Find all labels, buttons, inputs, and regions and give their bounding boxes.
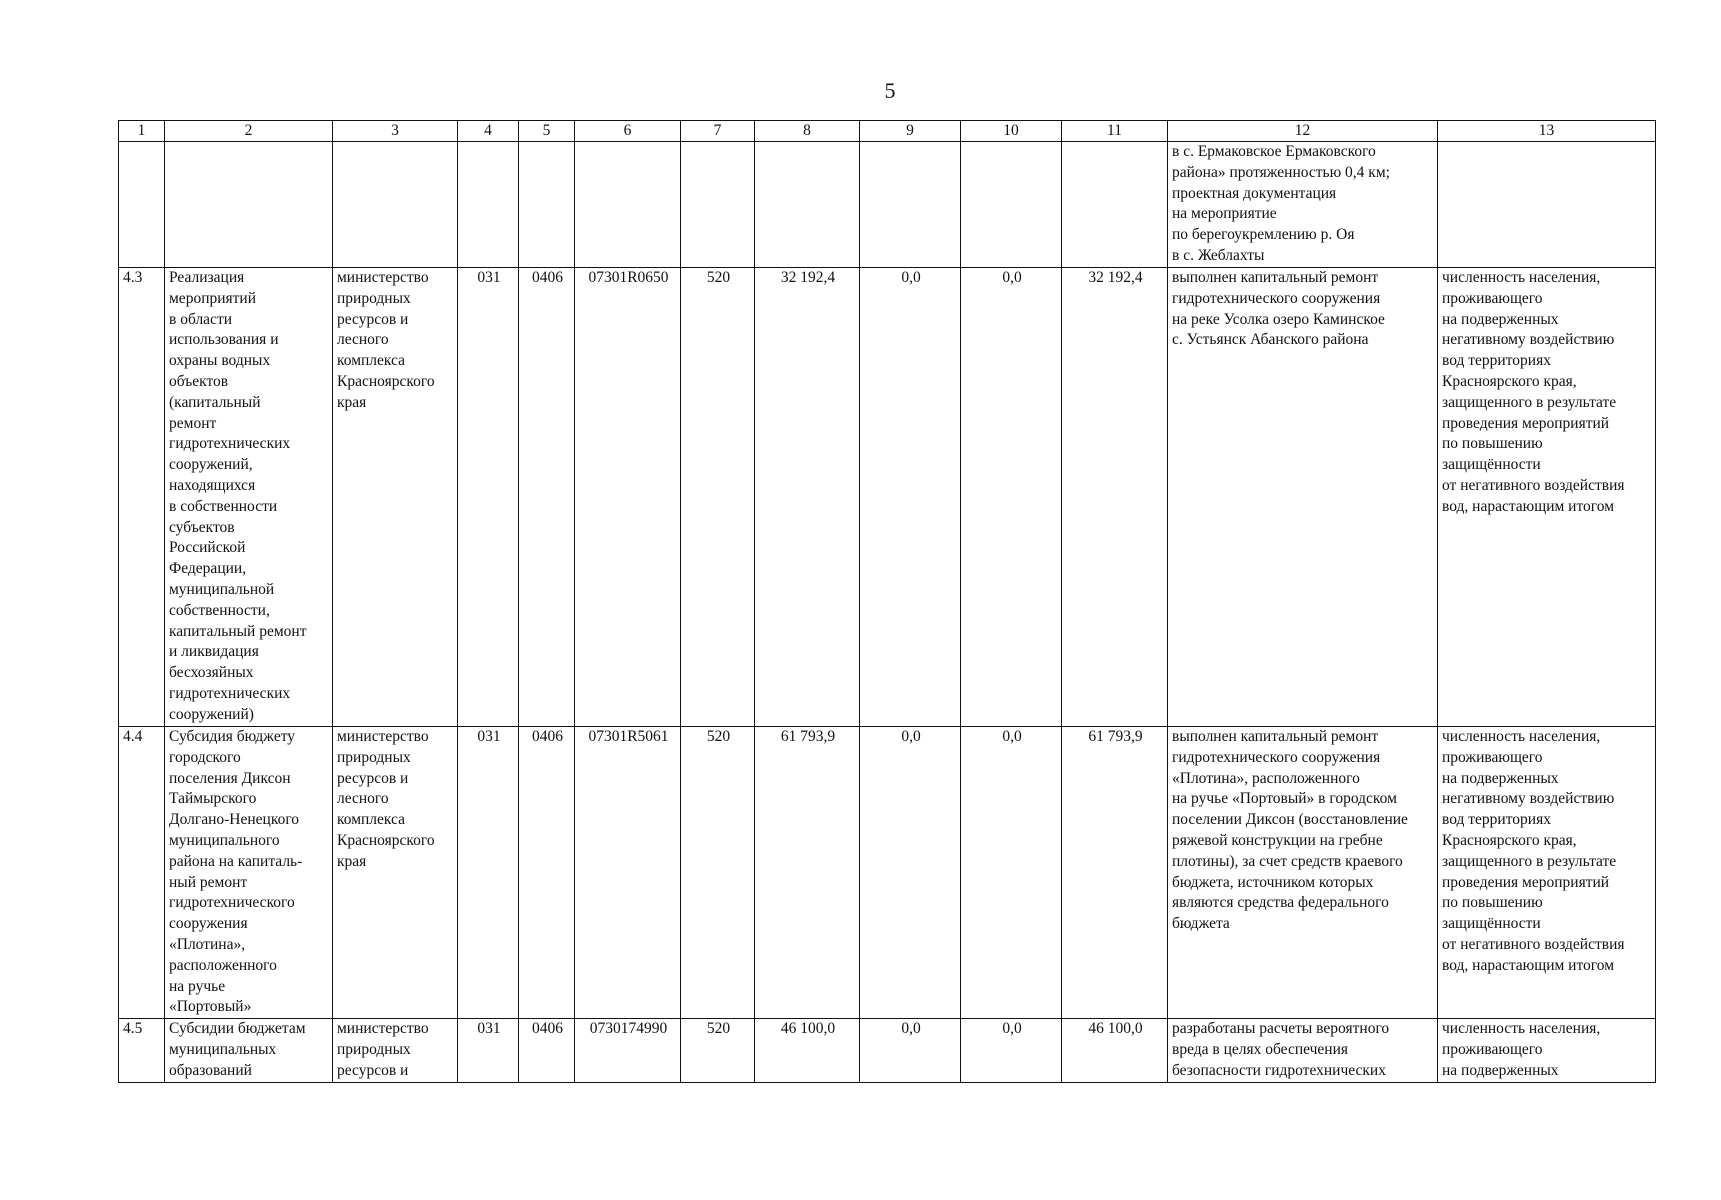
administrator-cell: министерство природных ресурсов и лесного комплекса Красноярского края (333, 727, 458, 1019)
column-numbers-row (119, 121, 1656, 142)
table-row (119, 142, 1656, 268)
section-code-cell: 0406 (519, 1019, 575, 1082)
grbs-code-cell: 031 (458, 268, 519, 727)
column-number: 9 (860, 121, 961, 142)
target-item-cell: 0730174990 (575, 1019, 681, 1082)
program-table (118, 120, 1656, 1083)
expense-type-cell: 520 (681, 727, 755, 1019)
column-number: 7 (681, 121, 755, 142)
amount-cell (961, 142, 1062, 268)
total-cell (1062, 142, 1168, 268)
measure-name-cell: Реализация мероприятий в области использования и охраны водных объектов (капитальный ремонт гидротехнических сооружений, находящихся в собственности субъектов Российской Федерации, муниципальной собственности, капитальный ремонт и ликвидация бесхозяйных гидротехнических сооружений) (165, 268, 333, 727)
amount-cell: 0,0 (860, 727, 961, 1019)
administrator-cell: министерство природных ресурсов и (333, 1019, 458, 1082)
measure-name-cell: Субсидии бюджетам муниципальных образований (165, 1019, 333, 1082)
administrator-cell (333, 142, 458, 268)
amount-cell (755, 142, 860, 268)
grbs-code-cell: 031 (458, 727, 519, 1019)
column-number: 6 (575, 121, 681, 142)
amount-cell: 0,0 (860, 268, 961, 727)
table-row (119, 727, 1656, 1019)
column-number: 4 (458, 121, 519, 142)
expense-type-cell: 520 (681, 268, 755, 727)
column-number: 1 (119, 121, 165, 142)
amount-cell: 46 100,0 (755, 1019, 860, 1082)
measure-name-cell: Субсидия бюджету городского поселения Диксон Таймырского Долгано-Ненецкого муниципального района на капиталь- ный ремонт гидротехнического сооружения «Плотина», расположенного на ручье «Портовый» (165, 727, 333, 1019)
grbs-code-cell: 031 (458, 1019, 519, 1082)
row-number-cell (119, 142, 165, 268)
column-number: 3 (333, 121, 458, 142)
indicator-cell (1438, 142, 1656, 268)
result-cell: в с. Ермаковское Ермаковского района» протяженностью 0,4 км; проектная документация на мероприятие по берегоукремлению р. Оя в с. Жеблахты (1168, 142, 1438, 268)
section-code-cell: 0406 (519, 727, 575, 1019)
column-number: 10 (961, 121, 1062, 142)
indicator-cell: численность населения, проживающего на подверженных негативному воздействию вод территориях Красноярского края, защищенного в результате проведения мероприятий по повышению защищённости от негативного воздействия вод, нарастающим итогом (1438, 268, 1656, 727)
table-row (119, 1019, 1656, 1082)
section-code-cell: 0406 (519, 268, 575, 727)
result-cell: разработаны расчеты вероятного вреда в целях обеспечения безопасности гидротехнических (1168, 1019, 1438, 1082)
result-cell: выполнен капитальный ремонт гидротехнического сооружения на реке Усолка озеро Каминское с. Устьянск Абанского района (1168, 268, 1438, 727)
amount-cell: 32 192,4 (755, 268, 860, 727)
target-item-cell: 07301R0650 (575, 268, 681, 727)
amount-cell: 61 793,9 (755, 727, 860, 1019)
amount-cell: 0,0 (961, 1019, 1062, 1082)
column-number: 2 (165, 121, 333, 142)
indicator-cell: численность населения, проживающего на подверженных негативному воздействию вод территориях Красноярского края, защищенного в результате проведения мероприятий по повышению защищённости от негативного воздействия вод, нарастающим итогом (1438, 727, 1656, 1019)
total-cell: 32 192,4 (1062, 268, 1168, 727)
indicator-cell: численность населения, проживающего на подверженных (1438, 1019, 1656, 1082)
column-number: 11 (1062, 121, 1168, 142)
result-cell: выполнен капитальный ремонт гидротехнического сооружения «Плотина», расположенного на ручье «Портовый» в городском поселении Диксон (восстановление ряжевой конструкции на гребне плотины), за счет средств краевого бюджета, источником которых являются средства федерального бюджета (1168, 727, 1438, 1019)
expense-type-cell (681, 142, 755, 268)
row-number-cell: 4.3 (119, 268, 165, 727)
column-number: 8 (755, 121, 860, 142)
page-number: 5 (884, 78, 896, 103)
total-cell: 61 793,9 (1062, 727, 1168, 1019)
grbs-code-cell (458, 142, 519, 268)
amount-cell: 0,0 (961, 727, 1062, 1019)
target-item-cell: 07301R5061 (575, 727, 681, 1019)
column-number: 13 (1438, 121, 1656, 142)
row-number-cell: 4.4 (119, 727, 165, 1019)
expense-type-cell: 520 (681, 1019, 755, 1082)
administrator-cell: министерство природных ресурсов и лесного комплекса Красноярского края (333, 268, 458, 727)
amount-cell: 0,0 (860, 1019, 961, 1082)
column-number: 12 (1168, 121, 1438, 142)
measure-name-cell (165, 142, 333, 268)
target-item-cell (575, 142, 681, 268)
table-row (119, 268, 1656, 727)
total-cell: 46 100,0 (1062, 1019, 1168, 1082)
amount-cell (860, 142, 961, 268)
column-number: 5 (519, 121, 575, 142)
amount-cell: 0,0 (961, 268, 1062, 727)
row-number-cell: 4.5 (119, 1019, 165, 1082)
section-code-cell (519, 142, 575, 268)
